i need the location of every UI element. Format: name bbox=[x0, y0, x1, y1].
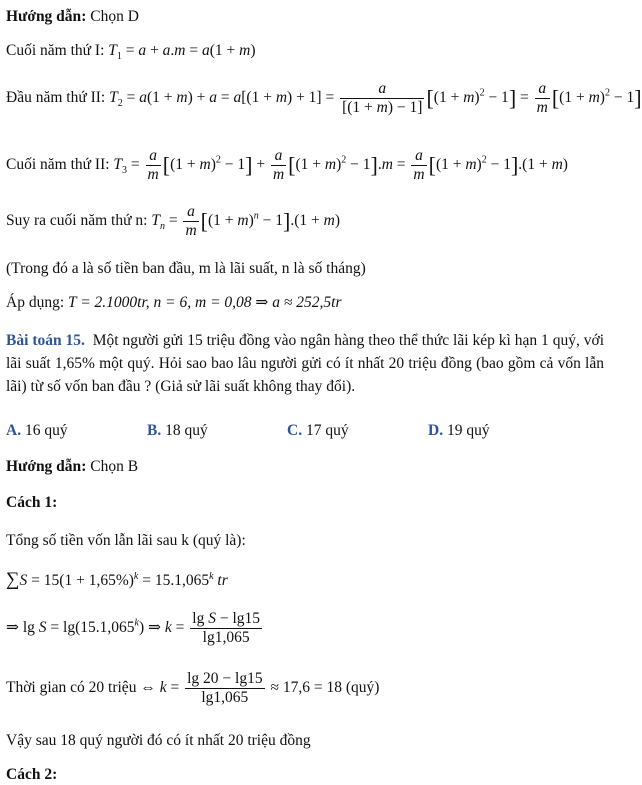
method-2-heading: Cách 2: bbox=[6, 766, 58, 783]
formula-t1: Cuối năm thứ I: $T_1 = a + a.m = a(1 + m)$ bbox=[6, 42, 256, 63]
time-label: Thời gian có 20 triệu bbox=[6, 678, 141, 696]
t2-label: Đầu năm thứ II: bbox=[6, 88, 110, 106]
sum-intro: Tổng số tiền vốn lẫn lãi sau k (quý là): bbox=[6, 532, 246, 549]
formula-t2: Đầu năm thứ II: $T_2 = a(1 + m) + a = a[(1 + m) + 1]$ = $\frac{a}{[(1 + m) - 1]}$ $[(1 + m)^2 - 1]$ = $\frac{a}{m}$ $[(1 + m)^2 - 1]$ bbox=[6, 80, 642, 116]
problem-title: Bài toán 15. bbox=[6, 332, 85, 349]
option-a[interactable]: A. 16 quý bbox=[6, 422, 68, 439]
option-c[interactable]: C. 17 quý bbox=[287, 422, 349, 439]
guide-heading-1: Hướng dẫn: Chọn D bbox=[6, 8, 139, 25]
guide-label: Hướng dẫn bbox=[6, 8, 82, 25]
option-d[interactable]: D. 19 quý bbox=[428, 422, 490, 439]
guide-heading-2: Hướng dẫn: Chọn B bbox=[6, 458, 139, 475]
t3-label: Cuối năm thứ II: bbox=[6, 155, 114, 173]
guide-answer: Chọn B bbox=[90, 458, 139, 475]
conclusion-text: Vậy sau 18 quý người đó có ít nhất 20 triệu đồng bbox=[6, 732, 311, 749]
note-text: (Trong đó a là số tiền ban đầu, m là lãi suất, n là số tháng) bbox=[6, 260, 366, 277]
method-1-heading: Cách 1: bbox=[6, 494, 58, 511]
apply-line bbox=[6, 294, 342, 313]
formula-t3: Cuối năm thứ II: $T_3$ = $\frac{a}{m}$ $[(1 + m)^2 - 1]$ + $\frac{a}{m}$ $[(1 + m)^2 - 1].m$ = $\frac{a}{m}$ $[(1 + m)^2 - 1].(1 + m)$ bbox=[6, 147, 568, 183]
problem-15 bbox=[6, 329, 604, 398]
time-unit: (quý) bbox=[345, 678, 380, 696]
guide-label: Hướng dẫn bbox=[6, 458, 82, 475]
t1-label: Cuối năm thứ I: bbox=[6, 42, 109, 59]
formula-tn: Suy ra cuối năm thứ n: $T_n$ = $\frac{a}{m}$ $[(1 + m)^n - 1].(1 + m)$ bbox=[6, 203, 340, 239]
apply-formula: T = 2.1000tr, n = 6, m = 0,08 ⇒ a ≈ 252,5tr bbox=[68, 294, 342, 311]
formula-sum: $\sum S = 15(1 + 1,65\%)^k = 15.1,065^k$ tr bbox=[6, 569, 228, 590]
guide-answer: Chọn D bbox=[90, 8, 139, 25]
problem-text: Một người gửi 15 triệu đồng vào ngân hàng theo thể thức lãi kép kì hạn 1 quý, với lãi suất 1,65% một quý. Hỏi sao bao lâu người gửi có ít nhất 20 triệu đồng (bao gồm cả vốn lẫn lãi) từ số vốn ban đầu ? (Giả sử lãi suất không thay đổi). bbox=[6, 332, 605, 395]
option-b[interactable]: B. 18 quý bbox=[147, 422, 208, 439]
apply-label: Áp dụng: bbox=[6, 294, 68, 311]
tn-label: Suy ra cuối năm thứ n: bbox=[6, 211, 152, 229]
formula-lg: ⇒ $\lg S = \lg(15.1,065^k)$ ⇒ k = $\frac{\text{lg S − lg15}}{\lg 1,065}$ bbox=[6, 610, 261, 646]
formula-time: Thời gian có 20 triệu ⇔ k = $\frac{\lg 20 - \lg 15}{\lg 1,065}$ ≈ 17,6 = 18 (quý) bbox=[6, 670, 380, 706]
